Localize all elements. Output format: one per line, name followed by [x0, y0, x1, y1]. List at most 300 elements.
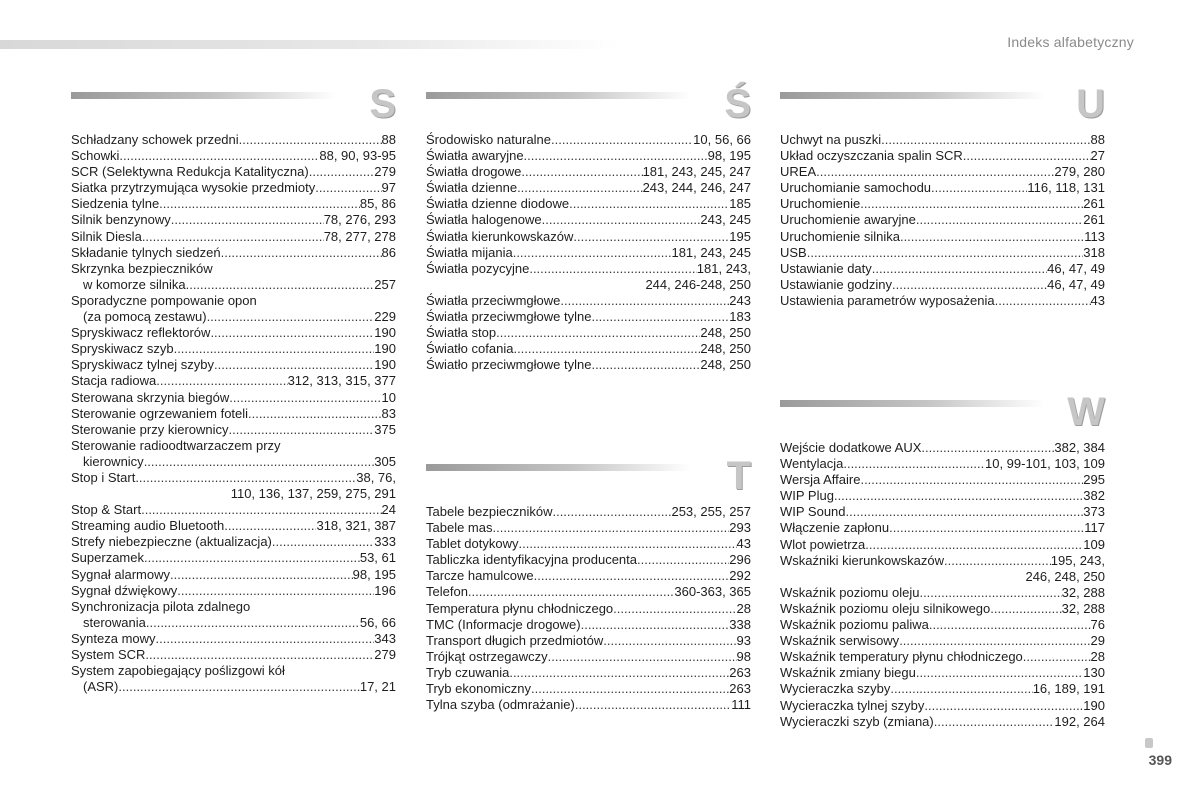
section-header-bar — [426, 92, 691, 99]
entry-label: Ustawianie daty — [780, 260, 872, 276]
entry-pages: 192, 264 — [1054, 713, 1105, 729]
entry-label: Sygnał alarmowy — [71, 566, 170, 582]
entry-pages: 10 — [381, 389, 396, 405]
entry-label: USB — [780, 244, 807, 260]
entry-line — [780, 132, 1105, 148]
entry-label: Światła stop — [426, 325, 497, 341]
entry-line — [426, 584, 751, 600]
index-entry — [426, 536, 751, 552]
entry-line — [426, 245, 751, 261]
entry-label: Spryskiwacz tylnej szyby — [71, 357, 215, 373]
entry-pages-continued: 246, 248, 250 — [1025, 568, 1105, 584]
dot-leader — [118, 679, 359, 695]
index-entry — [71, 647, 396, 663]
entry-pages: 295 — [1083, 472, 1105, 488]
entry-label: Tylna szyba (odmrażanie) — [426, 697, 575, 713]
entry-line — [71, 647, 396, 663]
entry-line — [426, 601, 751, 617]
dot-leader — [142, 229, 324, 245]
entry-pages: 279 — [374, 647, 396, 662]
entry-pages: 312, 313, 315, 377 — [287, 373, 396, 389]
entry-line — [426, 697, 751, 713]
entry-pages: 333 — [374, 534, 396, 550]
dot-leader — [171, 212, 324, 228]
dot-leader — [834, 488, 1083, 504]
index-entry — [780, 504, 1105, 520]
entry-line — [71, 309, 396, 325]
entry-pages: 296 — [729, 552, 751, 568]
dot-leader — [548, 649, 737, 665]
index-entry — [426, 697, 751, 713]
entry-line — [780, 212, 1105, 228]
entry-line — [780, 617, 1105, 633]
index-entry — [71, 180, 396, 196]
entry-line — [780, 681, 1105, 697]
section-letter: Ś — [724, 82, 751, 126]
index-entry — [71, 631, 396, 647]
entry-line — [780, 261, 1105, 277]
entry-pages: 343 — [374, 630, 396, 646]
entry-line — [780, 472, 1105, 488]
entry-label: WIP Plug — [780, 488, 834, 504]
index-entry — [71, 357, 396, 373]
dot-leader — [135, 470, 356, 486]
entry-pages: 109 — [1083, 536, 1105, 552]
entry-pages: 253, 255, 257 — [671, 504, 751, 519]
dot-leader — [890, 681, 1032, 697]
dot-leader — [924, 698, 1083, 714]
entry-pages: 83 — [381, 405, 396, 421]
section-header-bar — [426, 464, 691, 471]
dot-leader — [919, 585, 1061, 601]
dot-leader — [575, 697, 731, 713]
entry-line — [71, 550, 396, 566]
entry-line — [780, 456, 1105, 472]
entry-label: Siatka przytrzymująca wysokie przedmioty — [71, 180, 316, 196]
index-entry — [780, 229, 1105, 245]
entry-label: Strefy niebezpieczne (aktualizacja) — [71, 534, 272, 550]
dot-leader — [881, 132, 1090, 148]
entry-label: Wskaźniki kierunkowskazów — [780, 552, 944, 568]
entry-line — [71, 148, 396, 164]
entry-label: Światła przeciwmgłowe — [426, 292, 561, 308]
entry-pages: 248, 250 — [700, 325, 751, 341]
index-entry — [71, 229, 396, 245]
section-header — [426, 454, 751, 504]
dot-leader — [492, 520, 729, 536]
entry-label: Tabele bezpieczników — [426, 504, 553, 519]
dot-leader — [865, 537, 1083, 553]
entry-label: Siedzenia tylne — [71, 196, 160, 212]
dot-leader — [916, 665, 1083, 681]
dot-leader — [872, 261, 1047, 277]
section-letter: U — [1076, 82, 1105, 126]
entry-label: Temperatura płynu chłodniczego — [426, 600, 614, 616]
entry-line — [780, 714, 1105, 730]
index-entry — [71, 406, 396, 422]
entry-label: Tablet dotykowy — [426, 536, 519, 552]
entry-label: Światło cofania — [426, 341, 514, 357]
entry-line — [780, 196, 1105, 212]
entry-label: WIP Sound — [780, 504, 846, 520]
entry-label: Stop i Start — [71, 469, 136, 485]
entry-line — [426, 357, 751, 373]
entry-label: Ustawianie godziny — [780, 276, 893, 292]
page-number: 399 — [1148, 752, 1172, 768]
entry-label: SCR (Selektywna Redukcja Katalityczna) — [71, 164, 309, 180]
entry-line — [71, 180, 396, 196]
entry-pages: 261 — [1083, 196, 1105, 212]
index-entry — [426, 633, 751, 649]
dot-leader — [591, 357, 700, 373]
entry-label: Tabliczka identyfikacyjna producenta — [426, 552, 638, 568]
index-entry — [71, 470, 396, 502]
entry-line — [426, 536, 751, 552]
index-entry — [426, 212, 751, 228]
dot-leader — [995, 293, 1091, 309]
entry-line — [71, 212, 396, 228]
index-entry-list — [426, 132, 751, 373]
index-section-s-acute — [426, 82, 751, 373]
index-entry — [426, 649, 751, 665]
index-section-u — [780, 82, 1105, 309]
index-entry — [780, 196, 1105, 212]
entry-pages: 181, 243, 245 — [671, 244, 751, 260]
entry-pages: 24 — [381, 502, 396, 518]
entry-pages: 229 — [374, 309, 396, 325]
index-entry — [426, 681, 751, 697]
entry-line — [71, 229, 396, 245]
index-entry — [780, 537, 1105, 553]
entry-label: Telefon — [426, 584, 468, 600]
dot-leader — [1023, 649, 1091, 665]
section-header — [780, 390, 1105, 440]
entry-line — [426, 520, 751, 536]
entry-pages: 263 — [729, 664, 751, 680]
entry-line — [780, 665, 1105, 681]
dot-leader — [963, 148, 1091, 164]
index-entry — [71, 438, 396, 470]
entry-line — [71, 615, 396, 631]
index-entry — [780, 633, 1105, 649]
dot-leader — [581, 617, 730, 633]
index-entry-list — [780, 132, 1105, 309]
dot-leader — [229, 422, 375, 438]
entry-pages: 10, 56, 66 — [693, 132, 751, 147]
entry-line — [71, 245, 396, 261]
entry-label: Włączenie zapłonu — [780, 520, 890, 536]
index-entry — [71, 518, 396, 534]
entry-line — [426, 552, 751, 568]
index-entry — [426, 229, 751, 245]
index-entry — [426, 293, 751, 309]
dot-leader — [221, 245, 382, 261]
entry-sublabel: kierownicy — [83, 453, 144, 469]
dot-leader — [186, 277, 375, 293]
dot-leader — [603, 633, 736, 649]
dot-leader — [899, 633, 1090, 649]
dot-leader — [207, 309, 375, 325]
entry-pages: 183 — [729, 309, 751, 325]
index-entry — [780, 714, 1105, 730]
entry-label: Wskaźnik poziomu paliwa — [780, 617, 929, 633]
entry-line — [426, 649, 751, 665]
entry-label: Sporadyczne pompowanie opon — [71, 292, 257, 308]
entry-pages: 318, 321, 387 — [316, 518, 396, 534]
page-header-title: Indeks alfabetyczny — [1007, 34, 1134, 50]
dot-leader — [892, 277, 1047, 293]
index-entry — [426, 665, 751, 681]
entry-pages: 190 — [374, 357, 396, 373]
entry-pages: 375 — [374, 421, 396, 437]
dot-leader — [144, 454, 375, 470]
header-decorative-bar — [0, 40, 620, 49]
dot-leader — [141, 502, 381, 518]
entry-pages: 248, 250 — [700, 357, 751, 373]
entry-pages: 185 — [729, 196, 751, 212]
entry-line — [426, 325, 751, 341]
index-entry — [426, 261, 751, 293]
entry-line — [71, 631, 396, 647]
entry-line — [426, 617, 751, 633]
index-entry — [71, 502, 396, 518]
index-entry — [426, 164, 751, 180]
entry-line — [71, 534, 396, 550]
entry-pages: 32, 288 — [1061, 600, 1105, 616]
entry-pages: 257 — [374, 276, 396, 292]
index-section-t — [426, 454, 751, 713]
entry-pages: 56, 66 — [359, 614, 396, 630]
index-section-s — [71, 82, 396, 695]
entry-label: Światła drogowe — [426, 164, 522, 180]
entry-line — [426, 341, 751, 357]
entry-label: TMC (Informacje drogowe) — [426, 616, 581, 632]
entry-label: System zapobiegający poślizgowi kół — [71, 663, 285, 679]
dot-leader — [146, 615, 360, 631]
entry-line — [780, 649, 1105, 665]
entry-line — [71, 518, 396, 534]
entry-label: Superzamek — [71, 550, 144, 566]
entry-label: Stacja radiowa — [71, 373, 157, 389]
entry-pages: 382 — [1083, 488, 1105, 504]
index-entry — [780, 472, 1105, 488]
entry-pages: 97 — [381, 180, 396, 196]
dot-leader — [156, 373, 287, 389]
index-entry — [71, 373, 396, 389]
entry-pages: 195, 243, — [1050, 552, 1105, 568]
entry-pages-continued: 244, 246-248, 250 — [645, 276, 751, 292]
index-entry — [71, 550, 396, 566]
entry-label: System SCR — [71, 647, 146, 662]
entry-pages: 88 — [1090, 132, 1105, 147]
entry-line — [426, 148, 751, 164]
entry-label: Światła awaryjne — [426, 148, 524, 164]
entry-pages: 190 — [374, 325, 396, 341]
index-entry — [780, 440, 1105, 456]
entry-pages: 32, 288 — [1061, 584, 1105, 600]
index-entry — [780, 148, 1105, 164]
entry-line — [780, 504, 1105, 520]
index-entry — [780, 132, 1105, 148]
entry-label: Światła dzienne diodowe — [426, 196, 570, 212]
index-entry — [71, 567, 396, 583]
entry-line — [780, 601, 1105, 617]
dot-leader — [613, 601, 736, 617]
entry-line — [426, 164, 751, 180]
section-header-bar — [780, 400, 1045, 407]
index-entry — [426, 196, 751, 212]
entry-label: Synteza mowy — [71, 630, 156, 646]
entry-line — [780, 698, 1105, 714]
entry-label: Światła pozycyjne — [426, 260, 530, 276]
entry-pages: 338 — [729, 616, 751, 632]
index-entry — [426, 357, 751, 373]
dot-leader — [156, 631, 375, 647]
dot-leader — [900, 229, 1084, 245]
index-entry — [71, 663, 396, 695]
entry-pages: 382, 384 — [1054, 440, 1105, 455]
entry-label: Wejście dodatkowe AUX — [780, 440, 922, 455]
entry-line — [71, 502, 396, 518]
dot-leader — [177, 583, 374, 599]
index-entry — [426, 552, 751, 568]
entry-pages: 243 — [729, 292, 751, 308]
entry-line — [780, 633, 1105, 649]
index-entry-list — [426, 504, 751, 713]
index-entry — [71, 599, 396, 631]
entry-pages: 88 — [381, 132, 396, 147]
index-entry — [71, 293, 396, 325]
index-entry — [780, 456, 1105, 472]
entry-pages: 318 — [1083, 244, 1105, 260]
index-entry — [780, 698, 1105, 714]
entry-line — [780, 164, 1105, 180]
entry-label: Tryb czuwania — [426, 664, 510, 680]
entry-line — [780, 520, 1105, 536]
dot-leader — [239, 132, 382, 148]
entry-line — [780, 440, 1105, 456]
entry-line — [426, 309, 751, 325]
entry-line — [71, 357, 396, 373]
entry-label: Uruchomienie awaryjne — [780, 212, 916, 228]
entry-pages: 292 — [729, 568, 751, 584]
entry-sublabel: w komorze silnika — [83, 276, 186, 292]
entry-line — [780, 229, 1105, 245]
entry-line — [71, 583, 396, 599]
entry-label: Trójkąt ostrzegawczy — [426, 648, 548, 664]
entry-label: Spryskiwacz szyb — [71, 341, 174, 357]
entry-label: Uchwyt na puszki — [780, 132, 882, 147]
index-entry — [780, 293, 1105, 309]
section-header — [780, 82, 1105, 132]
index-entry — [71, 534, 396, 550]
entry-label: Składanie tylnych siedzeń — [71, 244, 221, 260]
index-entry — [426, 520, 751, 536]
dot-leader — [921, 440, 1054, 456]
entry-line — [426, 212, 751, 228]
dot-leader — [521, 164, 642, 180]
entry-label: Światła przeciwmgłowe tylne — [426, 309, 592, 325]
dot-leader — [552, 504, 671, 520]
entry-label: Schowki — [71, 148, 120, 164]
entry-label: Wskaźnik zmiany biegu — [780, 665, 916, 681]
entry-pages: 78, 277, 278 — [323, 228, 396, 244]
section-letter: T — [726, 454, 751, 498]
dot-leader — [889, 520, 1084, 536]
dot-leader — [560, 293, 729, 309]
index-entry — [780, 649, 1105, 665]
index-entry — [71, 196, 396, 212]
dot-leader — [170, 567, 353, 583]
entry-line — [780, 180, 1105, 196]
entry-label: Wlot powietrza — [780, 536, 866, 552]
entry-pages: 116, 118, 131 — [1027, 180, 1105, 196]
dot-leader — [272, 534, 374, 550]
entry-line — [426, 681, 751, 697]
index-entry — [426, 132, 751, 148]
footer-marker — [1145, 738, 1153, 748]
dot-leader — [144, 550, 360, 566]
dot-leader — [534, 568, 730, 584]
entry-pages: 243, 244, 246, 247 — [642, 180, 751, 196]
entry-line — [780, 553, 1105, 569]
entry-label: Wentylacja — [780, 456, 844, 472]
entry-pages: 43 — [1090, 292, 1105, 308]
entry-line — [71, 164, 396, 180]
entry-label: Sterowanie przy kierownicy — [71, 421, 229, 437]
entry-label: Uruchomienie silnika — [780, 228, 900, 244]
index-entry — [426, 309, 751, 325]
index-entry — [780, 553, 1105, 585]
entry-line — [426, 568, 751, 584]
dot-leader — [569, 196, 729, 212]
entry-label: Wycieraczka szyby — [780, 681, 891, 697]
entry-pages: 261 — [1083, 212, 1105, 228]
entry-label: Światła dzienne — [426, 180, 518, 196]
section-header-bar — [71, 92, 336, 99]
entry-line — [71, 373, 396, 389]
entry-line — [780, 585, 1105, 601]
entry-pages: 293 — [729, 520, 751, 536]
entry-pages: 190 — [1083, 697, 1105, 713]
dot-leader — [145, 647, 374, 663]
entry-pages: 196 — [374, 582, 396, 598]
entry-line — [780, 245, 1105, 261]
section-letter: S — [369, 82, 396, 126]
entry-line — [426, 229, 751, 245]
index-entry — [780, 164, 1105, 180]
index-entry — [426, 601, 751, 617]
index-entry — [71, 245, 396, 261]
entry-label: Wskaźnik serwisowy — [780, 633, 900, 649]
entry-line — [71, 406, 396, 422]
entry-label: Wycieraczki szyb (zmiana) — [780, 713, 934, 729]
dot-leader — [529, 261, 696, 277]
entry-pages: 98 — [736, 648, 751, 664]
dot-leader — [843, 456, 985, 472]
dot-leader — [229, 390, 381, 406]
index-entry — [426, 180, 751, 196]
entry-pages: 181, 243, 245, 247 — [642, 164, 751, 180]
entry-line — [71, 325, 396, 341]
entry-label: Spryskiwacz reflektorów — [71, 325, 211, 341]
entry-line — [780, 293, 1105, 309]
entry-label: Wskaźnik poziomu oleju — [780, 584, 920, 600]
section-header-bar — [780, 92, 1045, 99]
entry-line — [71, 277, 396, 293]
dot-leader — [509, 665, 729, 681]
entry-sublabel: (ASR) — [83, 679, 119, 695]
